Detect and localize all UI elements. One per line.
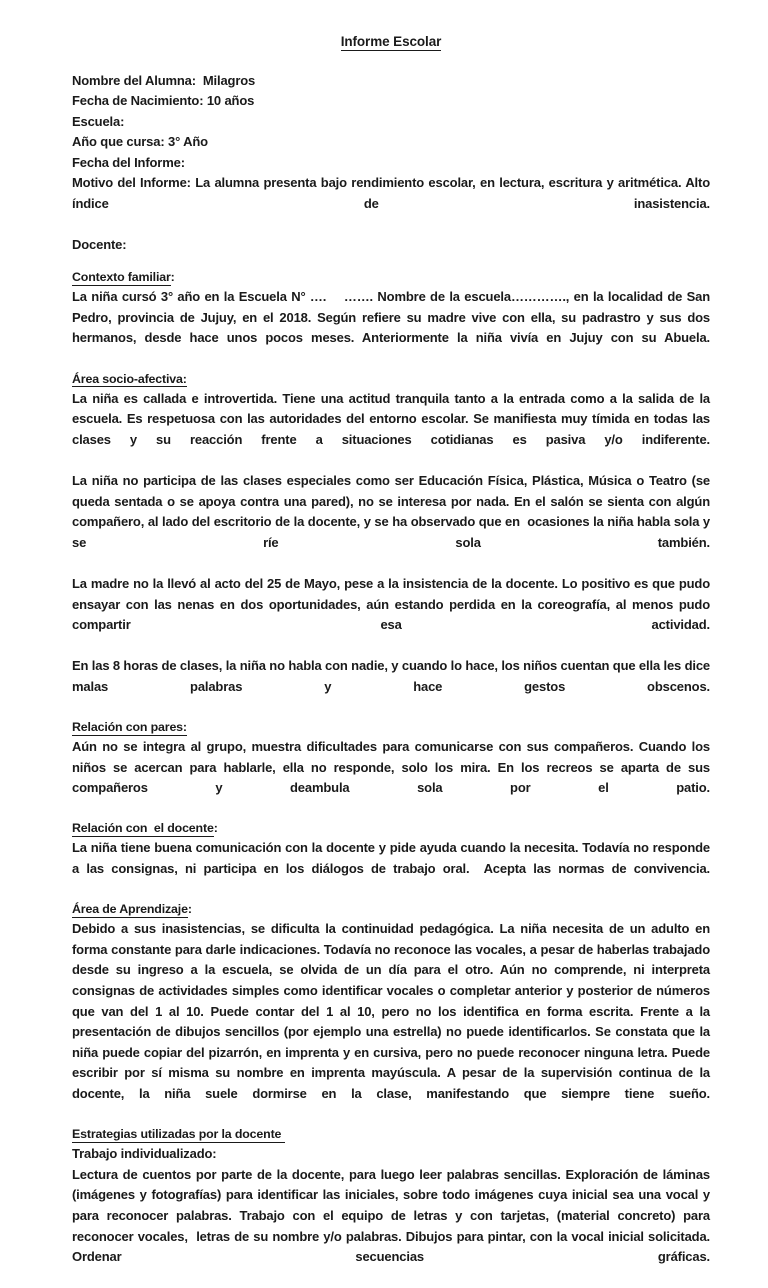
- section-area-socio-afectiva: [72, 370, 714, 719]
- field-nombre-del-alumna: Nombre del Alumna: Milagros: [72, 73, 256, 88]
- section-estrategias-utilizadas: [72, 1125, 714, 1288]
- spacer: [72, 255, 710, 268]
- section-paragraph: Lectura de cuentos por parte de la docente, para luego leer palabras sencillas. Exploración de láminas (imágenes y fotografías) para identificar las iniciales, sobre todo imágenes cuya inicial sea una vocal y para reconocer palabras. Trabajo con el equipo de letras y con tarjetas, (material concreto) para reconocer vocales, letras de su nombre y/o palabras. Dibujos para pintar, con la vocal inicial solicitada. Ordenar secuencias gráficas.: [72, 1166, 714, 1265]
- section-heading-text: Área socio-afectiva:: [72, 371, 187, 386]
- header-fields-block: [72, 71, 714, 255]
- section-paragraph: Aún no se integra al grupo, muestra dificultades para comunicarse con sus compañeros. Cuando los niños se acercan para hablarle, ella no responde, solo los mira. En los recreos se aparta de sus compañeros y deambula sola por el patio.: [72, 739, 714, 796]
- section-paragraph: La niña cursó 3° año en la Escuela N° …. ……. Nombre de la escuela…………., en la localidad de San Pedro, provincia de Jujuy, en el 2018. Según refiere su madre vive con ella, su padrastro y sus dos hermanos, desde hace unos pocos meses. Anteriormente la niña vivía en Jujuy con su Abuela.: [72, 289, 714, 346]
- section-heading-estrategias-utilizadas: [72, 1125, 710, 1144]
- section-relacion-con-pares: [72, 718, 714, 819]
- section-heading-suffix: :: [213, 821, 218, 836]
- section-heading-contexto-familiar: [72, 268, 710, 287]
- section-heading-area-de-aprendizaje: [72, 900, 710, 919]
- section-heading-text: Relación con pares:: [72, 720, 187, 735]
- section-contexto-familiar: [72, 268, 714, 369]
- page-title-text: Informe Escolar: [340, 34, 442, 49]
- section-heading-text: Relación con el docente: [72, 821, 214, 836]
- section-heading-text: Contexto familiar: [72, 270, 171, 285]
- section-heading-area-socio-afectiva: [72, 370, 710, 389]
- field-fecha-del-informe: Fecha del Informe:: [72, 154, 185, 170]
- field-motivo-del-informe: Motivo del Informe: La alumna presenta bajo rendimiento escolar, en lectura, escritura y aritmética. Alto índice de inasistencia.: [72, 175, 714, 211]
- page-title: [72, 34, 710, 49]
- section-area-de-aprendizaje: [72, 900, 714, 1125]
- field-escuela: Escuela:: [72, 113, 125, 129]
- section-heading-text: Área de Aprendizaje: [72, 902, 188, 917]
- section-heading-relacion-con-pares: [72, 718, 710, 737]
- subheading-trabajo-individualizado: Trabajo individualizado:: [72, 1146, 217, 1162]
- field-docente: Docente:: [72, 236, 127, 252]
- section-paragraph: Debido a sus inasistencias, se dificulta la continuidad pedagógica. La niña necesita de un adulto en forma constante para darle indicaciones. Todavía no reconoce las vocales, a pesar de haberlas trabajado desde su ingreso a la escuela, se olvida de un día para el otro. Aún no comprende, ni interpreta consignas de actividades simples como identificar vocales o completar anterior y posterior de números que van del 1 al 10. Puede contar del 1 al 10, pero no los identifica en forma escrita. Frente a la presentación de dibujos sencillos (por ejemplo una estrella) no puede identificarlos. Se constata que la niña puede copiar del pizarrón, en imprenta y en cursiva, pero no puede reconocer ninguna letra. Puede escribir por sí misma su nombre en imprenta mayúscula. A pesar de la supervisión continua de la docente, la niña suele dormirse en la clase, manifestando que siempre tiene sueño.: [72, 921, 714, 1101]
- section-heading-text: Estrategias utilizadas por la docente: [72, 1127, 285, 1142]
- section-paragraph: La niña no participa de las clases especiales como ser Educación Física, Plástica, Música o Teatro (se queda sentada o se apoya contra una pared), no se interesa por nada. En el salón se sienta con algún compañero, al lado del escritorio de la docente, y se ha observado que en ocasiones la niña habla sola y se ríe sola también.: [72, 472, 714, 550]
- section-relacion-con-el-docente: [72, 819, 714, 900]
- section-paragraph: La madre no la llevó al acto del 25 de Mayo, pese a la insistencia de la docente. Lo positivo es que pudo ensayar con las nenas en dos oportunidades, aún estando perdida en la coreografía, al menos pudo compartir esa actividad.: [72, 575, 714, 633]
- section-paragraph: La niña tiene buena comunicación con la docente y pide ayuda cuando la necesita. Todavía no responde a las consignas, ni participa en los diálogos de trabajo oral. Acepta las normas de convivencia.: [72, 840, 714, 877]
- field-ano-que-cursa: Año que cursa: 3° Año: [72, 134, 208, 150]
- section-heading-suffix: :: [187, 902, 192, 917]
- section-heading-relacion-con-el-docente: [72, 819, 710, 838]
- section-heading-suffix: :: [170, 270, 175, 285]
- section-paragraph: La niña es callada e introvertida. Tiene una actitud tranquila tanto a la entrada como a la salida de la escuela. Es respetuosa con las autoridades del entorno escolar. Se manifiesta muy tímida en todas las clases y su reacción frente a situaciones cotidianas es pasiva y/o indiferente.: [72, 390, 714, 447]
- section-paragraph: En las 8 horas de clases, la niña no habla con nadie, y cuando lo hace, los niños cuentan que ella les dice malas palabras y hace gestos obscenos.: [72, 658, 714, 694]
- field-fecha-de-nacimiento: Fecha de Nacimiento: 10 años: [72, 93, 255, 109]
